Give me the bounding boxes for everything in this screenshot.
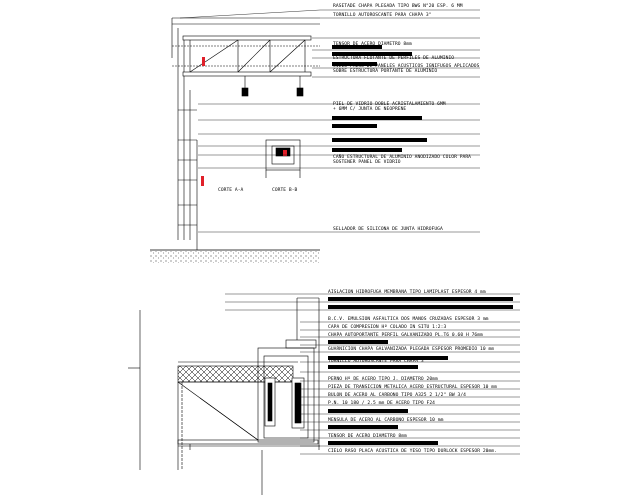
label-floating-structure: ESTRUCTURA FLOTANTE DE PERFILES DE ALUMINIO xyxy=(333,56,455,61)
label-carbon-bolt: BULON DE ACERO AL CARBONO TIPO A325 2 1/2" BW 3/4 xyxy=(328,393,466,398)
label-compression-layer: CAPA DE COMPRESION Hº COLADO IN SITU 1:2:3 xyxy=(328,325,447,330)
label-steel-profile: P.N. 10 180 / 2.5 mm DE ACERO TIPO F24 xyxy=(328,401,435,406)
label-aluminium-tube: CAÑO ESTRUCTURAL DE ALUMINIO ANODIZADO COLOR PARA SOSTENER PANEL DE VIDRIO xyxy=(333,155,471,165)
label-roof-sheet: RASETADE CHAPA PLEGADA TIPO BWG N°20 ESP. 6 MM xyxy=(333,4,463,9)
label-flashing: GUARNICION CHAPA GALVANIZADA PLEGADA ESPESOR PROMEDIO 10 mm xyxy=(328,347,495,352)
section-label-a: CORTE A-A xyxy=(218,188,244,193)
label-self-tapping-screw-bottom: TORNILLO AUTOROSCANTE PARA CHAPA 3" xyxy=(328,359,427,364)
label-steel-deck: CHAPA AUTOPORTANTE PERFIL GALVANIZADO PL.T6 0.60 H 76mm xyxy=(328,333,483,338)
section-label-b: CORTE B-B xyxy=(272,188,298,193)
label-waterproofing: AISLACION HIDROFUGA MEMBRANA TIPO LAMIPLAST ESPESOR 4 mm xyxy=(328,290,486,295)
label-self-tapping-screw-top: TORNILLO AUTOROSCANTE PARA CHAPA 3" xyxy=(333,13,432,18)
top-detail xyxy=(150,10,480,263)
label-j-bolt: PERNO Hº DE ACERO TIPO J. DIAMETRO 20mm xyxy=(328,377,438,382)
label-silicone-sealant: SELLADOR DE SILICONA DE JUNTA HIDROFUGA xyxy=(333,227,443,232)
label-asphalt-emulsion: B.C.V. EMULSION ASFALTICA DOS MANOS CRUZADAS ESPESOR 3 mm xyxy=(328,317,489,322)
label-tension-rod-bottom: TENSOR DE ACERO DIAMETRO 8mm xyxy=(328,434,407,439)
top-label-bars xyxy=(332,45,427,152)
label-acoustic-ceiling: CIELO FALSO DE PANELES ACUSTICOS IGNIFUGOS APLICADOS SOBRE ESTRUCTURA PORTANTE DE ALUMINIO xyxy=(333,64,480,74)
label-transition-piece: PIEZA DE TRANSICION METALICA ACERO ESTRUCTURAL ESPESOR 10 mm xyxy=(328,385,497,390)
label-tension-rod-top: TENSOR DE ACERO DIAMETRO 8mm xyxy=(333,42,412,47)
label-plaster-ceiling: CIELO RASO PLACA ACUSTICA DE YESO TIPO DURLOCK ESPESOR 20mm. xyxy=(328,449,497,454)
label-glass-skin: PIEL DE VIDRIO DOBLE ACRISTALAMIENTO 6MM + 6MM C/ JUNTA DE NEOPRENE xyxy=(333,102,446,112)
label-bracket: MENSULA DE ACERO AL CARBONO ESPESOR 10 mm xyxy=(328,418,444,423)
